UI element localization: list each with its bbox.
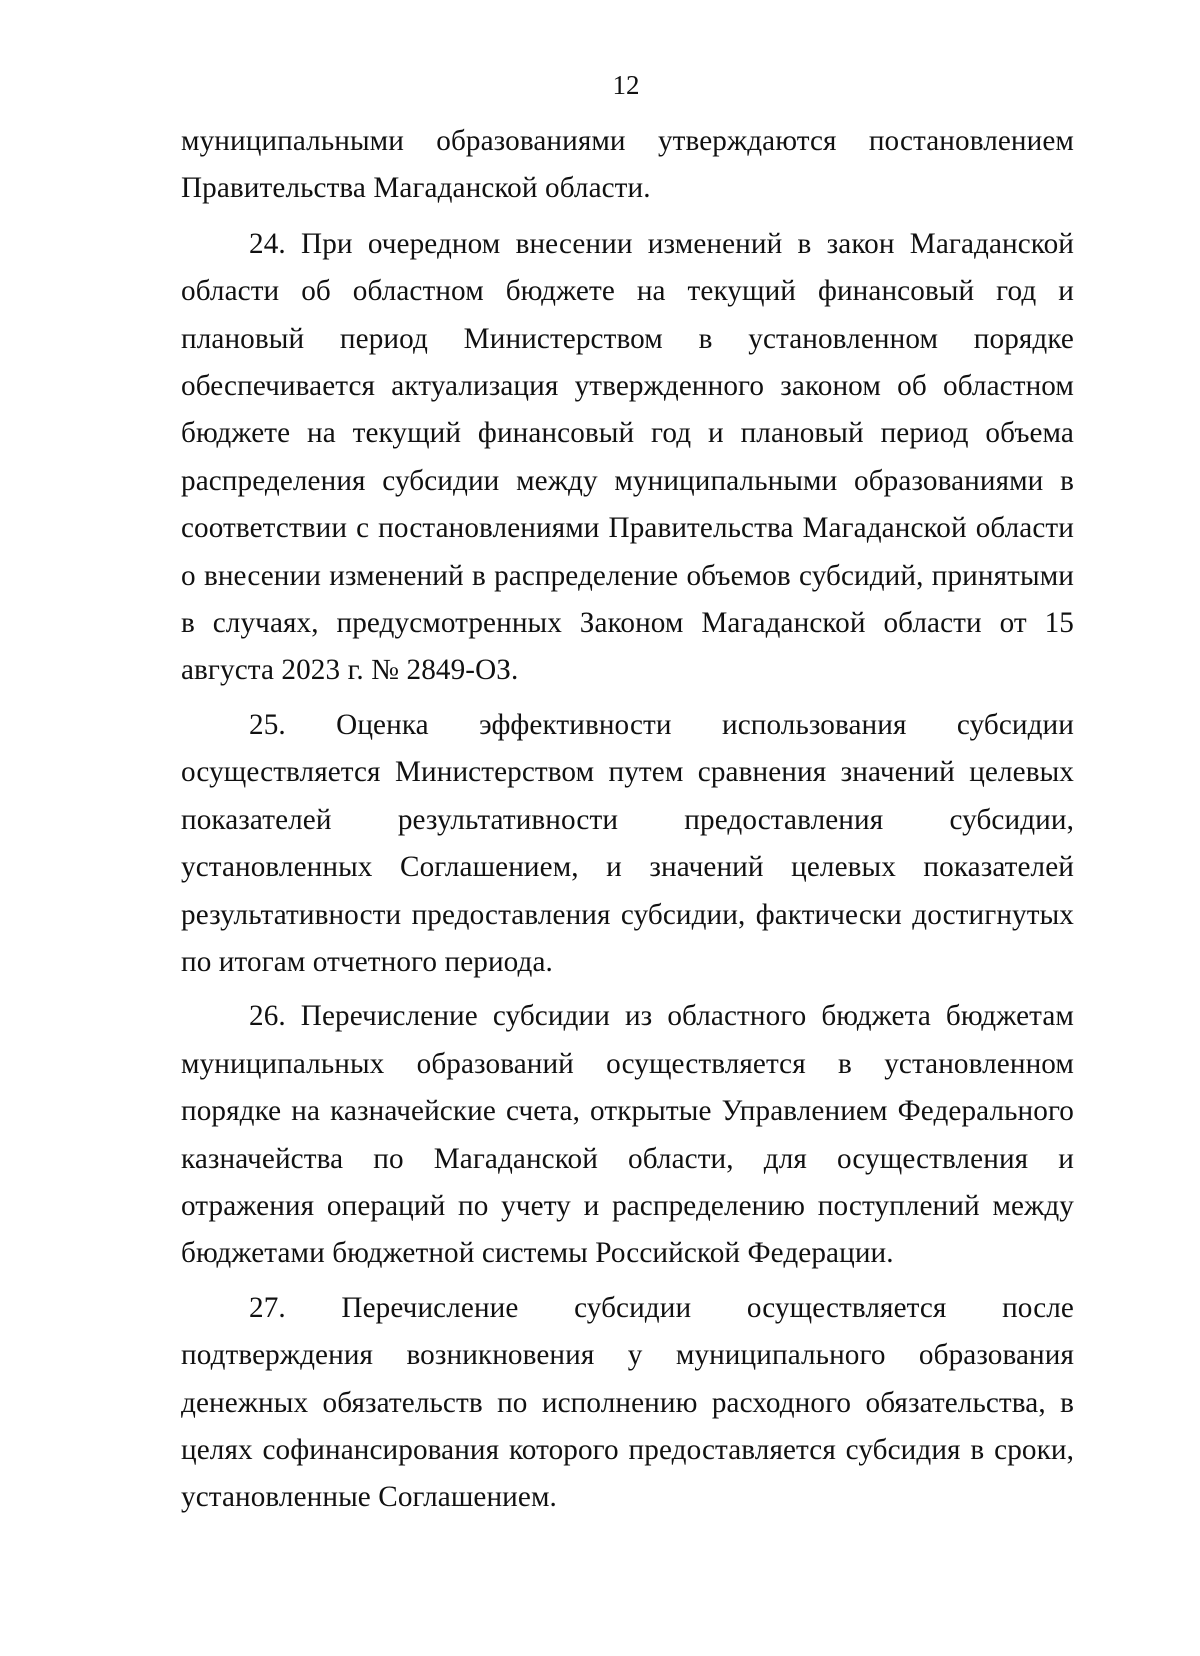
page-number: 12 [612,70,640,100]
paragraph-26: 26. Перечисление субсидии из областного бюджета бюджетам муниципальных образований осуществляется в установленном порядке на казначейские счета, открытые Управлением Федерального казначейства по Магаданской области, для осуществления и отражения операций по учету и распределению поступлений между бюджетами бюджетной системы Российской Федерации. [181,1000,1074,1270]
document-body [181,118,1074,1522]
paragraph-continuation: муниципальными образованиями утверждаются постановлением Правительства Магаданской области. [181,125,1074,205]
paragraph-24: 24. При очередном внесении изменений в закон Магаданской области об областном бюджете на текущий финансовый год и плановый период Министерством в установленном порядке обеспечивается актуализация утвержденного законом об областном бюджете на текущий финансовый год и плановый период объема распределения субсидии между муниципальными образованиями в соответствии с постановлениями Правительства Магаданской области о внесении изменений в распределение объемов субсидий, принятыми в случаях, предусмотренных Законом Магаданской области от 15 августа 2023 г. № 2849-ОЗ. [181,227,1074,687]
paragraph-25: 25. Оценка эффективности использования субсидии осуществляется Министерством путем сравнения значений целевых показателей результативности предоставления субсидии, установленных Соглашением, и значений целевых показателей результативности предоставления субсидии, фактически достигнутых по итогам отчетного периода. [181,708,1074,978]
paragraph-27: 27. Перечисление субсидии осуществляется после подтверждения возникновения у муниципального образования денежных обязательств по исполнению расходного обязательства, в целях софинансирования которого предоставляется субсидия в сроки, установленные Соглашением. [181,1291,1074,1514]
